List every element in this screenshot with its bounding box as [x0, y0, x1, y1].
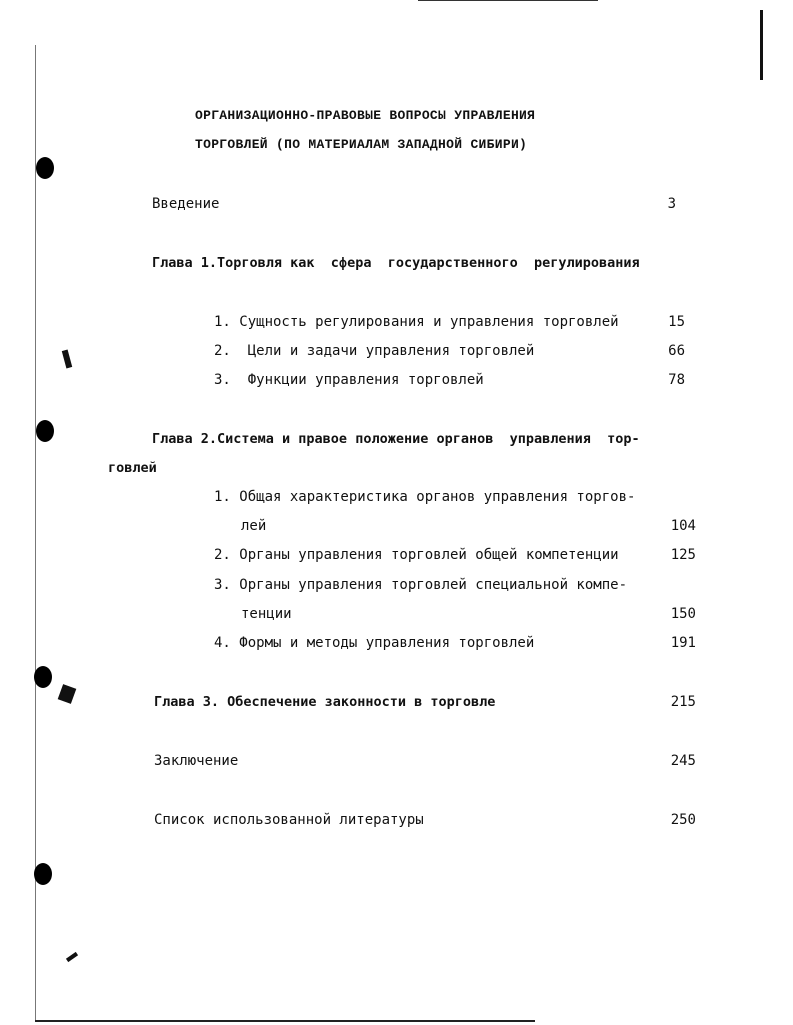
- punch-hole-1: [36, 157, 54, 179]
- punch-hole-3: [34, 666, 52, 688]
- punch-hole-4: [34, 863, 52, 885]
- toc-conclusion-label: Заключение: [154, 753, 239, 769]
- toc-ch1-item-3-page: 78: [668, 372, 685, 388]
- document-title-line-2: ТОРГОВЛЕЙ (ПО МАТЕРИАЛАМ ЗАПАДНОЙ СИБИРИ): [195, 137, 528, 152]
- toc-ch2-item-3-line-2: тенции: [241, 606, 292, 622]
- toc-bibliography-page: 250: [670, 812, 696, 828]
- document-title-line-1: ОРГАНИЗАЦИОННО-ПРАВОВЫЕ ВОПРОСЫ УПРАВЛЕНИЯ: [195, 108, 536, 123]
- toc-ch2-item-2-page: 125: [670, 547, 696, 563]
- toc-chapter-2-line-1: Глава 2.Система и правое положение органов управления тор-: [152, 431, 640, 447]
- toc-ch1-item-2: 2. Цели и задачи управления торговлей: [214, 343, 535, 359]
- toc-bibliography-label: Список использованной литературы: [154, 812, 424, 828]
- toc-ch2-item-3-page: 150: [670, 606, 696, 622]
- toc-conclusion-page: 245: [670, 753, 696, 769]
- toc-ch2-item-1-page: 104: [670, 518, 696, 534]
- bottom-edge-line: [35, 1020, 535, 1022]
- toc-ch2-item-3-line-1: 3. Органы управления торговлей специальной компе-: [214, 577, 628, 593]
- toc-ch1-item-3: 3. Функции управления торговлей: [214, 372, 484, 388]
- top-edge-line: [418, 0, 598, 1]
- ink-blot-1: [62, 350, 72, 369]
- toc-ch1-item-1: 1. Сущность регулирования и управления торговлей: [214, 314, 619, 330]
- toc-intro-label: Введение: [152, 196, 220, 212]
- toc-chapter-1: Глава 1.Торговля как сфера государственного регулирования: [152, 255, 640, 271]
- ink-blot-3: [66, 952, 78, 962]
- toc-ch2-item-2: 2. Органы управления торговлей общей компетенции: [214, 547, 619, 563]
- ink-blot-2: [58, 684, 77, 704]
- toc-intro-page: 3: [667, 196, 676, 212]
- toc-ch1-item-2-page: 66: [668, 343, 685, 359]
- toc-chapter-3-page: 215: [670, 694, 696, 710]
- toc-ch2-item-4: 4. Формы и методы управления торговлей: [214, 635, 535, 651]
- toc-ch1-item-1-page: 15: [668, 314, 685, 330]
- punch-hole-2: [36, 420, 54, 442]
- right-edge-mark: [760, 10, 763, 80]
- toc-chapter-3: Глава 3. Обеспечение законности в торговле: [154, 694, 496, 710]
- toc-ch2-item-4-page: 191: [670, 635, 696, 651]
- toc-ch2-item-1-line-1: 1. Общая характеристика органов управления торгов-: [214, 489, 636, 505]
- toc-chapter-2-line-2: говлей: [108, 460, 157, 476]
- toc-ch2-item-1-line-2: лей: [241, 518, 267, 534]
